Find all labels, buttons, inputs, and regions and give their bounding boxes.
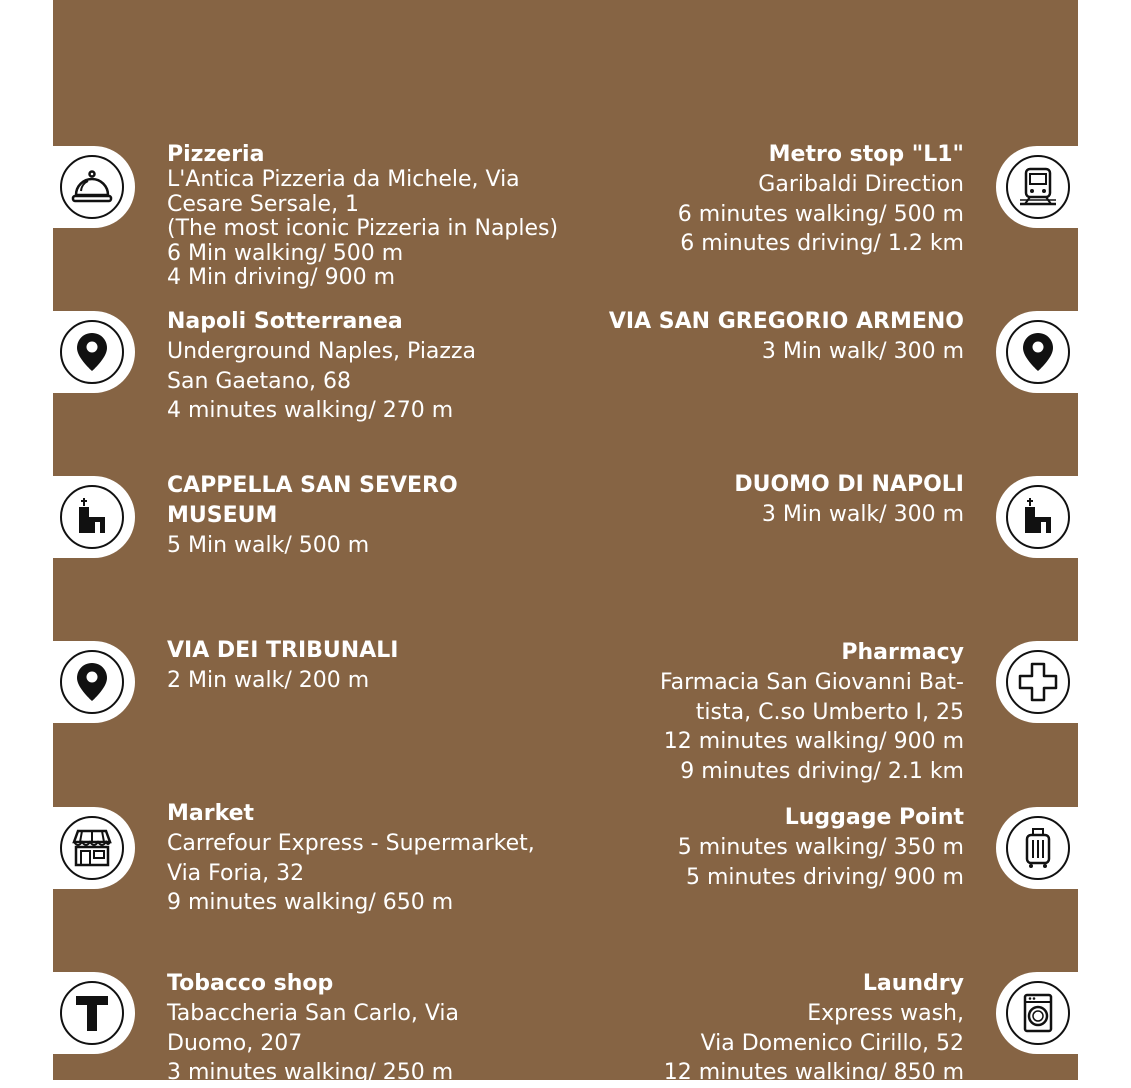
poi-detail-line: Duomo, 207	[167, 1030, 303, 1056]
left-icon-tab-sotterranea	[53, 311, 135, 393]
poi-cappella-san-severo	[167, 471, 458, 561]
poi-detail-line: 5 Min walk/ 500 m	[167, 533, 370, 558]
poi-pharmacy	[660, 638, 964, 786]
map-pin-icon	[1006, 320, 1070, 384]
poi-detail-line: 2 Min walk/ 200 m	[167, 668, 370, 693]
luggage-icon	[1006, 816, 1070, 880]
right-icon-tab-luggage	[996, 807, 1078, 889]
poi-title: Tobacco shop	[167, 971, 334, 996]
left-icon-tab-tribunali	[53, 641, 135, 723]
poi-detail-line: 3 Min walk/ 300 m	[761, 502, 964, 527]
right-icon-tab-gregorio	[996, 311, 1078, 393]
poi-detail-line: Cesare Sersale, 1	[167, 191, 360, 217]
left-icon-tab-pizzeria	[53, 146, 135, 228]
restaurant-cloche-icon	[60, 155, 124, 219]
poi-detail-line: San Gaetano, 68	[167, 368, 351, 394]
tobacco-t-icon	[60, 981, 124, 1045]
poi-pizzeria	[167, 142, 558, 291]
poi-detail-line: 12 minutes walking/ 900 m	[663, 729, 964, 754]
right-icon-tab-pharmacy	[996, 641, 1078, 723]
poi-detail-line: 6 minutes driving/ 1.2 km	[680, 231, 964, 256]
poi-via-san-gregorio-armeno	[609, 307, 964, 367]
poi-detail-line: Farmacia San Giovanni Bat-	[659, 670, 964, 695]
left-icon-tab-tobacco	[53, 972, 135, 1054]
poi-title: Napoli Sotterranea	[167, 309, 403, 334]
left-icon-tab-cappella	[53, 476, 135, 558]
poi-title: Metro stop "L1"	[768, 142, 964, 167]
shop-icon	[60, 816, 124, 880]
right-icon-tab-laundry	[996, 972, 1078, 1054]
poi-detail-line: 5 minutes driving/ 900 m	[685, 864, 964, 890]
poi-detail-line: 3 minutes walking/ 250 m	[167, 1060, 454, 1085]
poi-detail-line: Underground Naples, Piazza	[167, 339, 476, 364]
poi-title: Laundry	[862, 971, 964, 996]
poi-detail-line: tista, C.so Umberto I, 25	[695, 699, 964, 725]
poi-napoli-sotterranea	[167, 307, 476, 426]
poi-tobacco-shop	[167, 969, 459, 1088]
right-icon-tab-metro	[996, 146, 1078, 228]
poi-detail-line: 6 Min walking/ 500 m	[167, 240, 404, 266]
poi-detail-line: 9 minutes walking/ 650 m	[167, 890, 454, 915]
poi-detail-line: Via Foria, 32	[167, 860, 305, 886]
poi-detail-line: 4 minutes walking/ 270 m	[167, 398, 454, 423]
poi-detail-line: Carrefour Express - Supermarket,	[167, 831, 535, 856]
church-icon	[1006, 485, 1070, 549]
poi-laundry	[664, 969, 964, 1088]
poi-market	[167, 799, 535, 918]
poi-detail-line: (The most iconic Pizzeria in Naples)	[167, 216, 559, 242]
poi-title: Market	[167, 801, 255, 826]
poi-via-dei-tribunali	[167, 636, 398, 696]
train-icon	[1006, 155, 1070, 219]
poi-luggage-point	[678, 803, 964, 892]
poi-detail-line: Via Domenico Cirillo, 52	[700, 1030, 964, 1056]
poi-title: DUOMO DI NAPOLI	[734, 472, 964, 497]
poi-title: Pizzeria	[167, 142, 265, 167]
poi-detail-line: 5 minutes walking/ 350 m	[677, 835, 964, 860]
poi-detail-line: 12 minutes walking/ 850 m	[663, 1060, 964, 1085]
left-icon-tab-market	[53, 807, 135, 889]
poi-title: CAPPELLA SAN SEVERO	[167, 473, 458, 498]
poi-detail-line: L'Antica Pizzeria da Michele, Via	[167, 167, 520, 192]
poi-title: VIA DEI TRIBUNALI	[167, 638, 399, 663]
right-icon-tab-duomo	[996, 476, 1078, 558]
poi-detail-line: 6 minutes walking/ 500 m	[677, 201, 964, 227]
washing-machine-icon	[1006, 981, 1070, 1045]
poi-duomo-di-napoli	[734, 470, 964, 530]
poi-title: Luggage Point	[784, 805, 964, 830]
map-pin-icon	[60, 320, 124, 384]
map-pin-icon	[60, 650, 124, 714]
poi-title: Pharmacy	[841, 640, 964, 665]
poi-title: VIA SAN GREGORIO ARMENO	[608, 309, 964, 334]
poi-detail-line: Express wash,	[807, 1001, 964, 1026]
poi-detail-line: 9 minutes driving/ 2.1 km	[680, 758, 964, 784]
poi-detail-line: Garibaldi Direction	[758, 172, 964, 197]
poi-detail-line: Tabaccheria San Carlo, Via	[167, 1001, 460, 1026]
poi-detail-line: 3 Min walk/ 300 m	[761, 339, 964, 364]
pharmacy-cross-icon	[1006, 650, 1070, 714]
poi-title-line2: MUSEUM	[167, 503, 278, 528]
church-icon	[60, 485, 124, 549]
poi-detail-line: 4 Min driving/ 900 m	[167, 265, 396, 291]
poi-metro-stop	[678, 140, 964, 259]
